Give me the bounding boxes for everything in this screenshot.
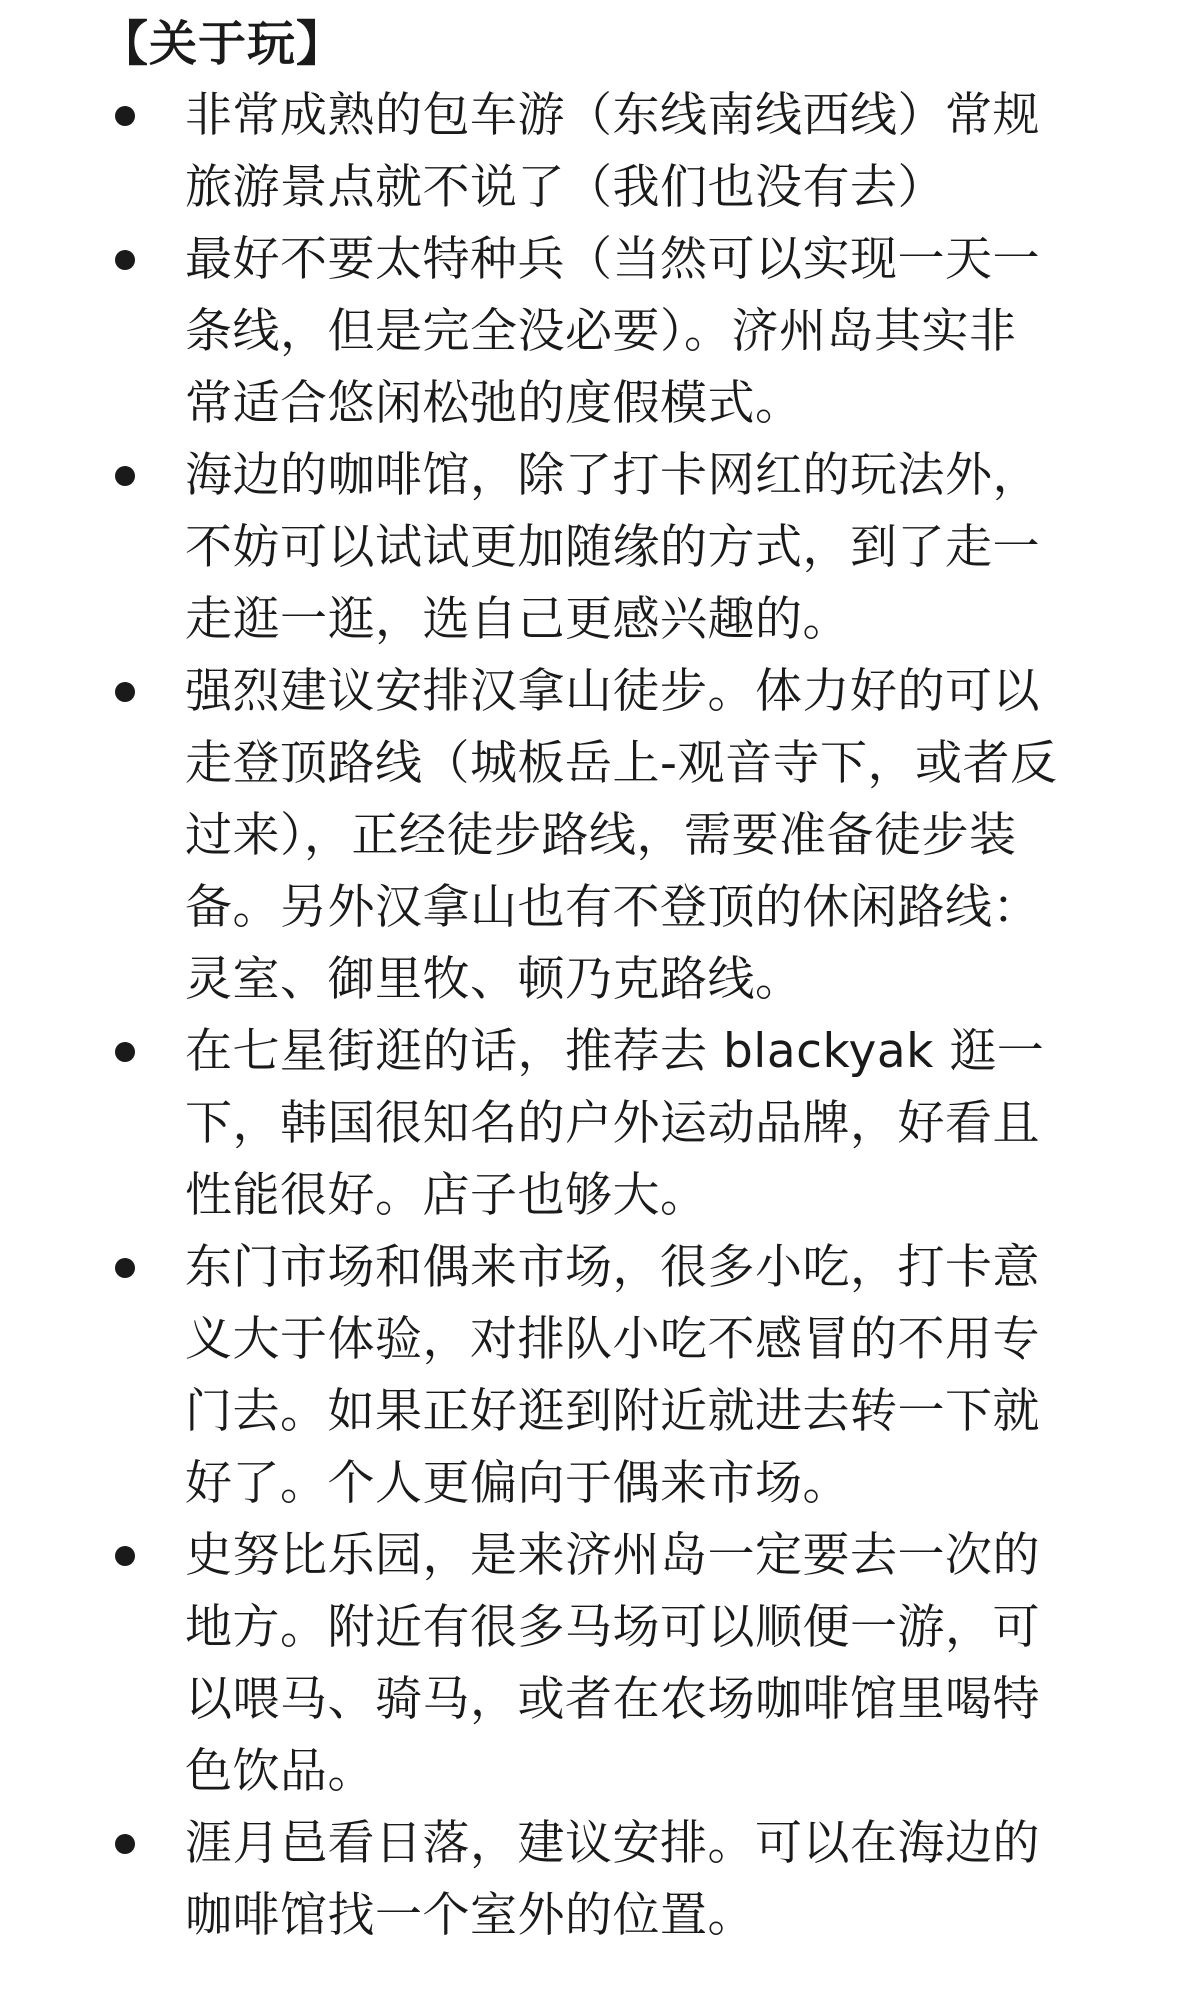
list-item bbox=[0, 440, 1179, 656]
list-item bbox=[0, 1808, 1179, 1952]
bullet-dot-icon bbox=[115, 682, 135, 702]
list-item bbox=[0, 1520, 1179, 1808]
section-title: 【关于玩】 bbox=[100, 16, 346, 72]
list-item-text: 史努比乐园，是来济州岛一定要去一次的地方。附近有很多马场可以顺便一游，可以喂马、骑马，或者在农场咖啡馆里喝特色饮品。 bbox=[185, 1528, 1040, 1799]
bullet-dot-icon bbox=[115, 1042, 135, 1062]
bullet-dot-icon bbox=[115, 1834, 135, 1854]
list-item-text: 在七星街逛的话，推荐去 blackyak 逛一下，韩国很知名的户外运动品牌，好看且性能很好。店子也够大。 bbox=[185, 1024, 1045, 1223]
bullet-dot-icon bbox=[115, 1258, 135, 1278]
list-item bbox=[0, 656, 1179, 1016]
bullet-dot-icon bbox=[115, 466, 135, 486]
bullet-dot-icon bbox=[115, 106, 135, 126]
list-item-text: 最好不要太特种兵（当然可以实现一天一条线，但是完全没必要）。济州岛其实非常适合悠闲松弛的度假模式。 bbox=[185, 232, 1040, 431]
list-item-text: 东门市场和偶来市场，很多小吃，打卡意义大于体验，对排队小吃不感冒的不用专门去。如果正好逛到附近就进去转一下就好了。个人更偏向于偶来市场。 bbox=[185, 1240, 1040, 1511]
list-item bbox=[0, 1232, 1179, 1520]
list-item bbox=[0, 224, 1179, 440]
bullet-dot-icon bbox=[115, 1546, 135, 1566]
list-item bbox=[0, 1016, 1179, 1232]
list-item-text: 海边的咖啡馆，除了打卡网红的玩法外，不妨可以试试更加随缘的方式，到了走一走逛一逛，选自己更感兴趣的。 bbox=[185, 448, 1040, 647]
list-item-text: 强烈建议安排汉拿山徒步。体力好的可以走登顶路线（城板岳上-观音寺下，或者反过来），正经徒步路线，需要准备徒步装备。另外汉拿山也有不登顶的休闲路线：灵室、御里牧、顿乃克路线。 bbox=[185, 664, 1058, 1007]
bullet-dot-icon bbox=[115, 250, 135, 270]
bullet-list bbox=[0, 80, 1179, 1952]
list-item-text: 涯月邑看日落，建议安排。可以在海边的咖啡馆找一个室外的位置。 bbox=[185, 1816, 1040, 1943]
list-item bbox=[0, 80, 1179, 224]
list-item-text: 非常成熟的包车游（东线南线西线）常规旅游景点就不说了（我们也没有去） bbox=[185, 88, 1040, 215]
